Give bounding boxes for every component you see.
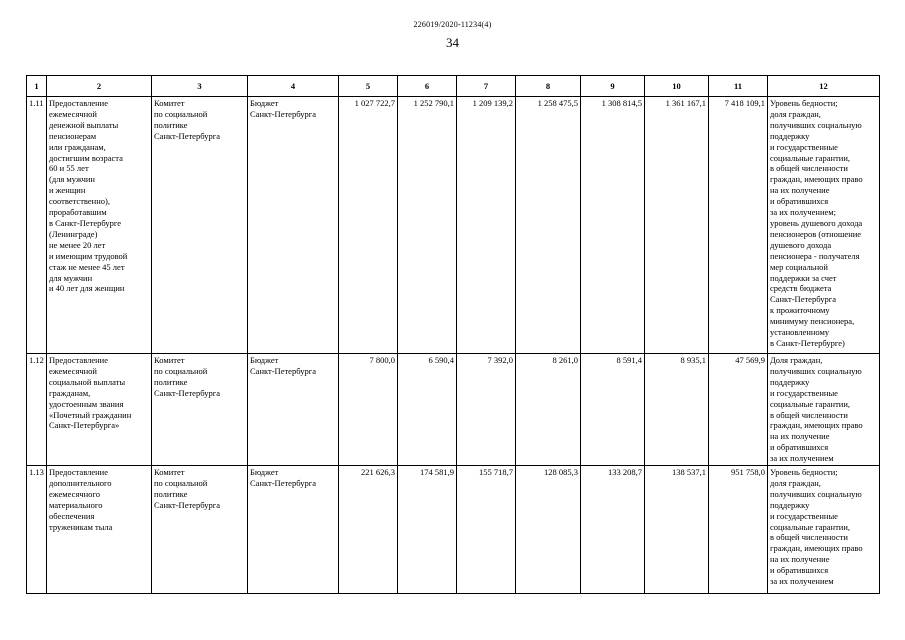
column-header: 4 [248,76,339,97]
value-cell: 1 027 722,7 [339,97,398,354]
value-cell: 1 258 475,5 [516,97,581,354]
value-cell: 1 308 814,5 [581,97,645,354]
row-number: 1.11 [27,97,47,354]
value-cell: 7 800,0 [339,354,398,466]
activity-name: Предоставление ежемесячной денежной выплаты пенсионерам или гражданам, достигшим возраста 60 и 55 лет (для мужчин и женщин соответственно), проработавшим в Санкт-Петербурге (Ленинграде) не менее 20 лет и имеющим трудовой стаж не менее 45 лет для мужчин и 40 лет для женщин [47,97,152,354]
column-header: 8 [516,76,581,97]
value-cell: 133 208,7 [581,466,645,594]
column-header: 11 [709,76,768,97]
executor: Комитет по социальной политике Санкт-Петербурга [152,97,248,354]
table-row [27,354,880,466]
column-header: 5 [339,76,398,97]
activity-name: Предоставление дополнительного ежемесячного материального обеспечения труженикам тыла [47,466,152,594]
executor: Комитет по социальной политике Санкт-Петербурга [152,466,248,594]
column-header: 2 [47,76,152,97]
value-cell: 8 591,4 [581,354,645,466]
funding-source: Бюджет Санкт-Петербурга [248,466,339,594]
indicator-text: Уровень бедности; доля граждан, получивших социальную поддержку и государственные социальные гарантии, в общей численности граждан, имеющих право на их получение и обратившихся за их получением [768,466,880,594]
indicator-text: Уровень бедности; доля граждан, получивших социальную поддержку и государственные социальные гарантии, в общей численности граждан, имеющих право на их получение и обратившихся за их получением; уровень душевого дохода пенсионеров (отношение душевого дохода пенсионера - получателя мер социальной поддержки за счет средств бюджета Санкт-Петербурга к прожиточному минимуму пенсионера, установленному в Санкт-Петербурге) [768,97,880,354]
row-number: 1.13 [27,466,47,594]
column-header: 3 [152,76,248,97]
value-cell: 138 537,1 [645,466,709,594]
column-header: 9 [581,76,645,97]
value-cell: 1 361 167,1 [645,97,709,354]
table-row [27,97,880,354]
total-cell: 951 758,0 [709,466,768,594]
table-row [27,466,880,594]
value-cell: 155 718,7 [457,466,516,594]
column-header: 7 [457,76,516,97]
value-cell: 128 085,3 [516,466,581,594]
value-cell: 7 392,0 [457,354,516,466]
document-id: 226019/2020-11234(4) [413,20,492,29]
program-table [26,75,880,594]
value-cell: 1 252 790,1 [398,97,457,354]
value-cell: 6 590,4 [398,354,457,466]
funding-source: Бюджет Санкт-Петербурга [248,97,339,354]
funding-source: Бюджет Санкт-Петербурга [248,354,339,466]
header-row [27,76,880,97]
value-cell: 1 209 139,2 [457,97,516,354]
value-cell: 221 626,3 [339,466,398,594]
row-number: 1.12 [27,354,47,466]
column-header: 12 [768,76,880,97]
activity-name: Предоставление ежемесячной социальной выплаты гражданам, удостоенным звания «Почетный гражданин Санкт-Петербурга» [47,354,152,466]
column-header: 10 [645,76,709,97]
executor: Комитет по социальной политике Санкт-Петербурга [152,354,248,466]
page-number: 34 [446,35,459,50]
indicator-text: Доля граждан, получивших социальную поддержку и государственные социальные гарантии, в общей численности граждан, имеющих право на их получение и обратившихся за их получением [768,354,880,466]
total-cell: 47 569,9 [709,354,768,466]
value-cell: 174 581,9 [398,466,457,594]
total-cell: 7 418 109,1 [709,97,768,354]
value-cell: 8 935,1 [645,354,709,466]
column-header: 6 [398,76,457,97]
value-cell: 8 261,0 [516,354,581,466]
column-header: 1 [27,76,47,97]
